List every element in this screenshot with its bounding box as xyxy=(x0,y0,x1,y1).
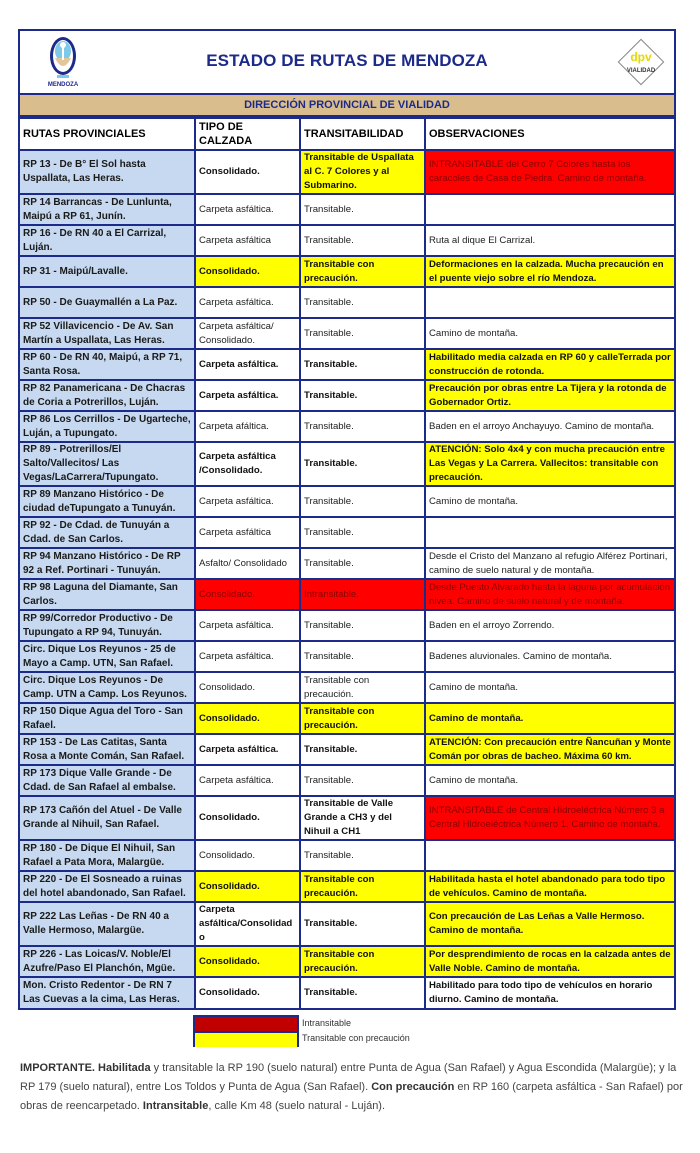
table-row xyxy=(20,256,674,287)
route-name-cell: RP 60 - De RN 40, Maipú, a RP 71, Santa Rosa. xyxy=(20,349,195,380)
surface-type-cell: Carpeta asfáltica /Consolidado. xyxy=(195,442,300,486)
table-row xyxy=(20,548,674,579)
route-name-cell: RP 16 - De RN 40 a El Carrizal, Luján. xyxy=(20,225,195,256)
passability-cell: Transitable. xyxy=(300,380,425,411)
vialidad-logo-mark: dpv xyxy=(630,50,652,64)
surface-type-cell: Consolidado. xyxy=(195,840,300,871)
observations-cell: Por desprendimiento de rocas en la calzada antes de Valle Noble. Camino de montaña. xyxy=(425,946,674,977)
observations-cell xyxy=(425,517,674,548)
table-row xyxy=(20,734,674,765)
note-text: y transitable la RP 190 (suelo natural) entre Punta de Agua (San Rafael) y Agua Escondida (Malargüe); y la RP 179 (suelo natural), entre Los Toldos y Punta de Agua (San Rafael). xyxy=(20,1062,677,1093)
observations-cell: Baden en el arroyo Zorrendo. xyxy=(425,610,674,641)
observations-cell: Camino de montaña. xyxy=(425,672,674,703)
surface-type-cell: Carpeta asfáltica. xyxy=(195,610,300,641)
passability-cell: Transitable. xyxy=(300,225,425,256)
passability-cell: Transitable. xyxy=(300,734,425,765)
surface-type-cell: Carpeta asfáltica. xyxy=(195,765,300,796)
page-title: ESTADO DE RUTAS DE MENDOZA xyxy=(206,51,488,70)
route-name-cell: RP 150 Dique Agua del Toro - San Rafael. xyxy=(20,703,195,734)
road-status-sheet xyxy=(18,29,676,1010)
surface-type-cell: Carpeta asfáltica/Consolidado xyxy=(195,902,300,946)
route-name-cell: RP 89 - Potrerillos/El Salto/Vallecitos/ Las Vegas/LaCarrera/Tupungato. xyxy=(20,442,195,486)
passability-cell: Transitable con precaución. xyxy=(300,256,425,287)
table-row xyxy=(20,765,674,796)
route-name-cell: RP 52 Villavicencio - De Av. San Martín a Uspallata, Las Heras. xyxy=(20,318,195,349)
mendoza-shield-icon xyxy=(38,34,88,82)
surface-type-cell: Consolidado. xyxy=(195,796,300,840)
surface-type-cell: Carpeta asfáltica. xyxy=(195,349,300,380)
observations-cell: Desde Puesto Alvarado hasta la laguna por acumulación nivea. Camino de suelo natural y de montaña. xyxy=(425,579,674,610)
surface-type-cell: Asfalto/ Consolidado xyxy=(195,548,300,579)
surface-type-cell: Carpeta afáltica. xyxy=(195,411,300,442)
surface-type-cell: Consolidado. xyxy=(195,672,300,703)
note-emphasis: Intransitable xyxy=(142,1100,209,1112)
table-row xyxy=(20,380,674,411)
subtitle-band: DIRECCIÓN PROVINCIAL DE VIALIDAD xyxy=(20,95,674,117)
route-name-cell: RP 99/Corredor Productivo - De Tupungato a RP 94, Tunuyán. xyxy=(20,610,195,641)
surface-type-cell: Consolidado. xyxy=(195,871,300,902)
route-name-cell: RP 222 Las Leñas - De RN 40 a Valle Hermoso, Malargüe. xyxy=(20,902,195,946)
vialidad-logo xyxy=(614,35,668,89)
observations-cell: INTRANSITABLE del Cerro 7 Colores hasta los caracoles de Casa de Piedra. Camino de montaña. xyxy=(425,150,674,194)
surface-type-cell: Carpeta asfáltica. xyxy=(195,287,300,318)
table-row xyxy=(20,194,674,225)
passability-cell: Transitable. xyxy=(300,349,425,380)
note-emphasis: IMPORTANTE. xyxy=(20,1062,99,1074)
passability-cell: Transitable. xyxy=(300,902,425,946)
column-header-rutas: RUTAS PROVINCIALES xyxy=(20,118,195,150)
passability-cell: Transitable. xyxy=(300,287,425,318)
table-row xyxy=(20,902,674,946)
route-name-cell: Mon. Cristo Redentor - De RN 7 Las Cuevas a la cima, Las Heras. xyxy=(20,977,195,1008)
column-header-calzada: TIPO DE CALZADA xyxy=(195,118,300,150)
surface-type-cell: Consolidado. xyxy=(195,946,300,977)
passability-cell: Transitable con precaución. xyxy=(300,672,425,703)
observations-cell: Camino de montaña. xyxy=(425,486,674,517)
table-row xyxy=(20,411,674,442)
route-name-cell: RP 92 - De Cdad. de Tunuyán a Cdad. de San Carlos. xyxy=(20,517,195,548)
legend-swatches xyxy=(193,1015,299,1047)
observations-cell: ATENCIÓN: Con precaución entre Ñancuñan y Monte Comán por obras de bacheo. Máxima 60 km. xyxy=(425,734,674,765)
observations-cell xyxy=(425,287,674,318)
route-name-cell: RP 220 - De El Sosneado a ruinas del hotel abandonado, San Rafael. xyxy=(20,871,195,902)
surface-type-cell: Carpeta asfáltica xyxy=(195,517,300,548)
note-text: en RP 160 (carpeta asfáltica - San Rafael) por obras de reencarpetado. xyxy=(20,1081,683,1112)
route-name-cell: RP 82 Panamericana - De Chacras de Coria a Potrerillos, Luján. xyxy=(20,380,195,411)
passability-cell: Transitable. xyxy=(300,318,425,349)
route-name-cell: RP 86 Los Cerrillos - De Ugarteche, Luján, a Tupungato. xyxy=(20,411,195,442)
table-row xyxy=(20,579,674,610)
passability-cell: Transitable de Valle Grande a CH3 y del Nihuil a CH1 xyxy=(300,796,425,840)
surface-type-cell: Carpeta asfáltica xyxy=(195,225,300,256)
observations-cell: Con precaución de Las Leñas a Valle Hermoso. Camino de montaña. xyxy=(425,902,674,946)
table-row xyxy=(20,840,674,871)
table-row xyxy=(20,150,674,194)
table-row xyxy=(20,442,674,486)
passability-cell: Transitable. xyxy=(300,486,425,517)
table-row xyxy=(20,486,674,517)
legend xyxy=(193,1015,676,1049)
table-row xyxy=(20,703,674,734)
table-row xyxy=(20,796,674,840)
passability-cell: Transitable. xyxy=(300,641,425,672)
surface-type-cell: Carpeta asfáltica. xyxy=(195,734,300,765)
route-name-cell: RP 14 Barrancas - De Lunlunta, Maipú a RP 61, Junín. xyxy=(20,194,195,225)
route-name-cell: Circ. Dique Los Reyunos - 25 de Mayo a Camp. UTN, San Rafael. xyxy=(20,641,195,672)
route-name-cell: RP 31 - Maipú/Lavalle. xyxy=(20,256,195,287)
title-band xyxy=(20,31,674,95)
observations-cell: Precaución por obras entre La Tijera y la rotonda de Gobernador Ortiz. xyxy=(425,380,674,411)
observations-cell xyxy=(425,840,674,871)
surface-type-cell: Consolidado. xyxy=(195,703,300,734)
route-name-cell: RP 180 - De Dique El Nihuil, San Rafael a Pata Mora, Malargüe. xyxy=(20,840,195,871)
observations-cell xyxy=(425,194,674,225)
observations-cell: Desde el Cristo del Manzano al refugio Alférez Portinari, camino de suelo natural y de montaña. xyxy=(425,548,674,579)
passability-cell: Transitable. xyxy=(300,194,425,225)
observations-cell: Habilitado para todo tipo de vehículos en horario diurno. Camino de montaña. xyxy=(425,977,674,1008)
legend-label-precaucion: Transitable con precaución xyxy=(302,1033,410,1043)
route-name-cell: RP 226 - Las Loicas/V. Noble/El Azufre/Paso El Planchón, Mgüe. xyxy=(20,946,195,977)
passability-cell: Intransitable. xyxy=(300,579,425,610)
route-name-cell: RP 13 - De B° El Sol hasta Uspallata, Las Heras. xyxy=(20,150,195,194)
observations-cell: Ruta al dique El Carrizal. xyxy=(425,225,674,256)
table-row xyxy=(20,672,674,703)
important-note xyxy=(18,1059,684,1116)
surface-type-cell: Carpeta asfáltica/ Consolidado. xyxy=(195,318,300,349)
table-row xyxy=(20,287,674,318)
table-header-row xyxy=(20,118,674,150)
surface-type-cell: Consolidado. xyxy=(195,256,300,287)
passability-cell: Transitable. xyxy=(300,610,425,641)
route-name-cell: RP 173 Dique Valle Grande - De Cdad. de San Rafael al embalse. xyxy=(20,765,195,796)
observations-cell: Camino de montaña. xyxy=(425,765,674,796)
passability-cell: Transitable. xyxy=(300,442,425,486)
surface-type-cell: Carpeta asfáltica. xyxy=(195,486,300,517)
vialidad-logo-text: VIALIDAD xyxy=(626,68,656,74)
observations-cell: Badenes aluvionales. Camino de montaña. xyxy=(425,641,674,672)
mendoza-logo xyxy=(38,34,88,91)
table-row xyxy=(20,871,674,902)
table-row xyxy=(20,610,674,641)
passability-cell: Transitable de Uspallata al C. 7 Colores y al Submarino. xyxy=(300,150,425,194)
observations-cell: Camino de montaña. xyxy=(425,318,674,349)
vialidad-diamond-icon xyxy=(614,35,668,89)
surface-type-cell: Carpeta asfáltica. xyxy=(195,380,300,411)
table-row xyxy=(20,641,674,672)
passability-cell: Transitable con precaución. xyxy=(300,946,425,977)
table-row xyxy=(20,946,674,977)
observations-cell: ATENCIÓN: Solo 4x4 y con mucha precaución entre Las Vegas y La Carrera. Vallecitos: transitable con precaución. xyxy=(425,442,674,486)
passability-cell: Transitable. xyxy=(300,548,425,579)
observations-cell: INTRANSITABLE de Central Hidroeléctrica Número 3 a Central Hidroeléctrica Número 1. Camino de montaña. xyxy=(425,796,674,840)
observations-cell: Habilitado media calzada en RP 60 y calleTerrada por construcción de rotonda. xyxy=(425,349,674,380)
route-name-cell: Circ. Dique Los Reyunos - De Camp. UTN a Camp. Los Reyunos. xyxy=(20,672,195,703)
table-row xyxy=(20,318,674,349)
column-header-observaciones: OBSERVACIONES xyxy=(425,118,674,150)
route-name-cell: RP 89 Manzano Histórico - De ciudad deTupungato a Tunuyán. xyxy=(20,486,195,517)
note-text: , calle Km 48 (suelo natural - Luján). xyxy=(208,1100,386,1112)
surface-type-cell: Carpeta asfáltica. xyxy=(195,641,300,672)
route-name-cell: RP 94 Manzano Histórico - De RP 92 a Ref. Portinari - Tunuyán. xyxy=(20,548,195,579)
table-row xyxy=(20,225,674,256)
table-row xyxy=(20,977,674,1008)
table-row xyxy=(20,349,674,380)
mendoza-logo-text: MENDOZA xyxy=(47,82,79,88)
note-emphasis: Con precaución xyxy=(371,1081,455,1093)
surface-type-cell: Carpeta asfáltica. xyxy=(195,194,300,225)
surface-type-cell: Consolidado. xyxy=(195,579,300,610)
observations-cell: Habilitada hasta el hotel abandonado para todo tipo de vehículos. Camino de montaña. xyxy=(425,871,674,902)
legend-label-intransitable: Intransitable xyxy=(302,1018,352,1028)
observations-cell: Baden en el arroyo Anchayuyo. Camino de montaña. xyxy=(425,411,674,442)
routes-table-body xyxy=(20,150,674,1008)
routes-table xyxy=(20,117,674,1008)
table-row xyxy=(20,517,674,548)
passability-cell: Transitable con precaución. xyxy=(300,871,425,902)
observations-cell: Camino de montaña. xyxy=(425,703,674,734)
passability-cell: Transitable. xyxy=(300,977,425,1008)
passability-cell: Transitable. xyxy=(300,411,425,442)
passability-cell: Transitable. xyxy=(300,517,425,548)
observations-cell: Deformaciones en la calzada. Mucha precaución en el puente viejo sobre el río Mendoza. xyxy=(425,256,674,287)
route-name-cell: RP 173 Cañón del Atuel - De Valle Grande al Nihuil, San Rafael. xyxy=(20,796,195,840)
surface-type-cell: Consolidado. xyxy=(195,150,300,194)
column-header-transitabilidad: TRANSITABILIDAD xyxy=(300,118,425,150)
route-name-cell: RP 153 - De Las Catitas, Santa Rosa a Monte Comán, San Rafael. xyxy=(20,734,195,765)
route-name-cell: RP 50 - De Guaymallén a La Paz. xyxy=(20,287,195,318)
legend-swatch-intransitable xyxy=(195,1017,297,1033)
passability-cell: Transitable. xyxy=(300,765,425,796)
legend-swatch-precaucion xyxy=(195,1033,297,1047)
route-name-cell: RP 98 Laguna del Diamante, San Carlos. xyxy=(20,579,195,610)
passability-cell: Transitable. xyxy=(300,840,425,871)
passability-cell: Transitable con precaución. xyxy=(300,703,425,734)
note-emphasis: Habilitada xyxy=(98,1062,151,1074)
surface-type-cell: Consolidado. xyxy=(195,977,300,1008)
